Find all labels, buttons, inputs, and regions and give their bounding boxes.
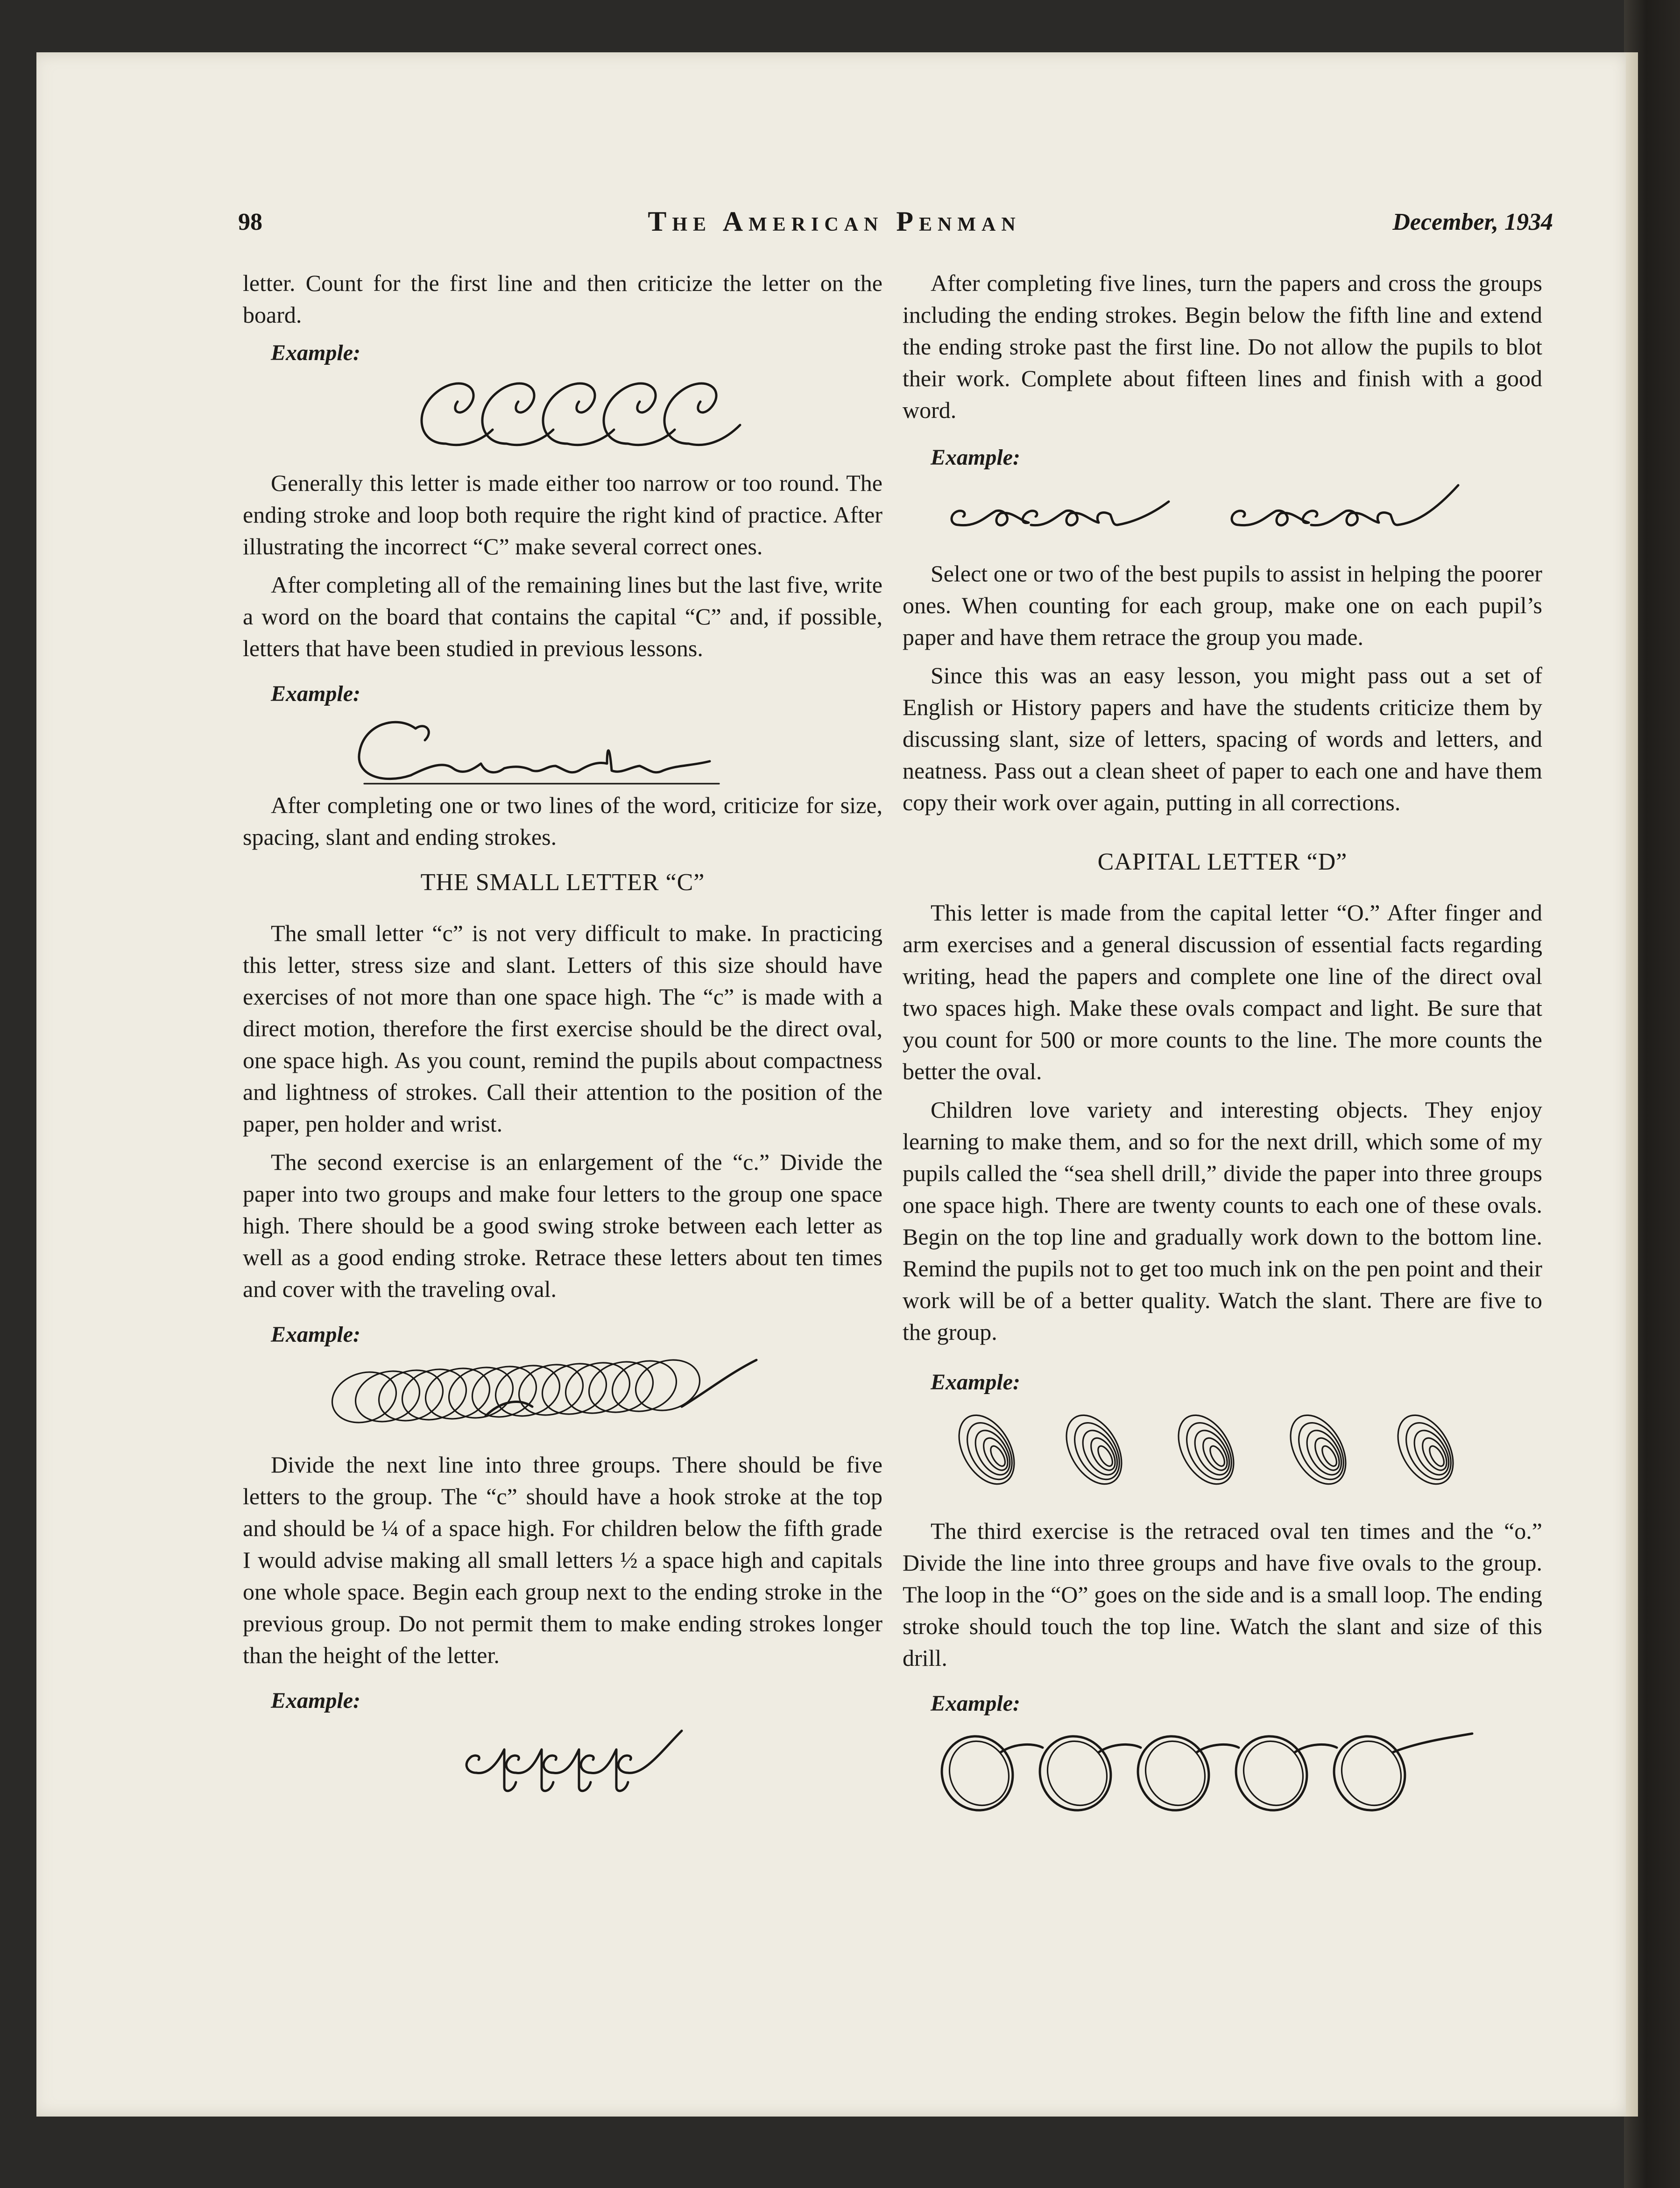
- example-label: Example:: [271, 340, 360, 365]
- page-edge: [1626, 52, 1638, 2117]
- paragraph: The small letter “c” is not very difficult to make. In practicing this letter, stress size and slant. Letters of this size should have exercises of not more than one space high. The “c” is made with a direct motion, therefore the first exercise should be the direct oval, one space high. As you count, remind the pupils about compactness and lightness of strokes. Call their attention to the position of the paper, pen holder and wrist.: [243, 920, 882, 1137]
- page-number: 98: [238, 209, 262, 235]
- paragraph: Select one or two of the best pupils to assist in helping the poorer ones. When counting for each group, make one on each pupil’s paper and have them retrace the group you made.: [903, 560, 1542, 650]
- journal-title: The American Penman: [648, 206, 1021, 237]
- paragraph: After completing one or two lines of the word, criticize for size, spacing, slant and ending strokes.: [243, 792, 882, 850]
- traveling-oval-specimen: [308, 1355, 822, 1435]
- paragraph: The third exercise is the retraced oval ten times and the “o.” Divide the line into three groups and have five ovals to the group. The loop in the “O” goes on the side and is a small loop. The ending stroke should touch the top line. Watch the slant and size of this drill.: [903, 1518, 1542, 1671]
- paragraph: Since this was an easy lesson, you might pass out a set of English or History papers and have the students criticize them by discussing slant, size of letters, spacing of words and letters, and neatness. Pass out a clean sheet of paper to each one and have them copy their work over again, putting in all corrections.: [903, 662, 1542, 815]
- right-column: [903, 267, 1542, 1818]
- sea-shell-specimen: [931, 1403, 1491, 1496]
- section-heading: THE SMALL LETTER “C”: [420, 869, 705, 896]
- canada-specimen: [346, 715, 859, 789]
- paragraph: Children love variety and interesting objects. They enjoy learning to make them, and so for the next drill, which some of my pupils called the “sea shell drill,” divide the paper into three groups one space high. There are twenty counts to each one of these ovals. Begin on the top line and gradually work down to the bottom line. Remind the pupils not to get too much ink on the pen point and their work will be of a better quality. Watch the slant. There are five to the group.: [903, 1097, 1542, 1345]
- left-column: [243, 267, 882, 1796]
- example-label: Example:: [931, 1691, 1020, 1716]
- paragraph: This letter is made from the capital letter “O.” After finger and arm exercises and a general discussion of essential facts regarding writing, head the papers and complete one line of the direct oval two spaces high. Make these ovals compact and light. Be sure that you count for 500 or more counts to the line. The more counts the better the oval.: [903, 899, 1542, 1084]
- paragraph: Divide the next line into three groups. There should be five letters to the group. The “c” should have a hook stroke at the top and should be ¼ of a space high. For children below the fifth grade I would advise making all small letters ½ a space high and capitals one whole space. Begin each group next to the ending stroke in the previous group. Do not permit them to make ending strokes longer than the height of the letter.: [243, 1452, 882, 1668]
- paragraph: Generally this letter is made either too narrow or too round. The ending stroke and loop both require the right kind of practice. After illustrating the incorrect “C” make several correct ones.: [243, 470, 882, 559]
- cocoa-specimen: [931, 478, 1538, 539]
- example-label: Example:: [931, 1370, 1020, 1395]
- example-label: Example:: [931, 445, 1020, 470]
- example-label: Example:: [271, 681, 360, 706]
- paragraph: letter. Count for the first line and then criticize the letter on the board.: [243, 270, 882, 328]
- running-head: [36, 205, 1632, 248]
- capital-o-specimen: [921, 1724, 1528, 1818]
- paragraph: After completing all of the remaining lines but the last five, write a word on the board that contains the capital “C” and, if possible, letters that have been studied in previous lessons.: [243, 572, 882, 661]
- section-heading: CAPITAL LETTER “D”: [1097, 849, 1348, 875]
- example-label: Example:: [271, 1688, 360, 1713]
- book-page: [36, 52, 1632, 2117]
- capital-c-specimen: [329, 374, 796, 467]
- paragraph: The second exercise is an enlargement of the “c.” Divide the paper into two groups and make four letters to the group one space high. There should be a good swing stroke between each letter as well as a good ending stroke. Retrace these letters about ten times and cover with the traveling oval.: [243, 1149, 882, 1302]
- example-label: Example:: [271, 1322, 360, 1347]
- small-c-specimen: [336, 1721, 850, 1796]
- issue-date: December, 1934: [1392, 209, 1553, 235]
- paragraph: After completing five lines, turn the papers and cross the groups including the ending strokes. Begin below the fifth line and extend the ending stroke past the first line. Do not allow the pupils to blot their work. Complete about fifteen lines and finish with a good word.: [903, 270, 1542, 423]
